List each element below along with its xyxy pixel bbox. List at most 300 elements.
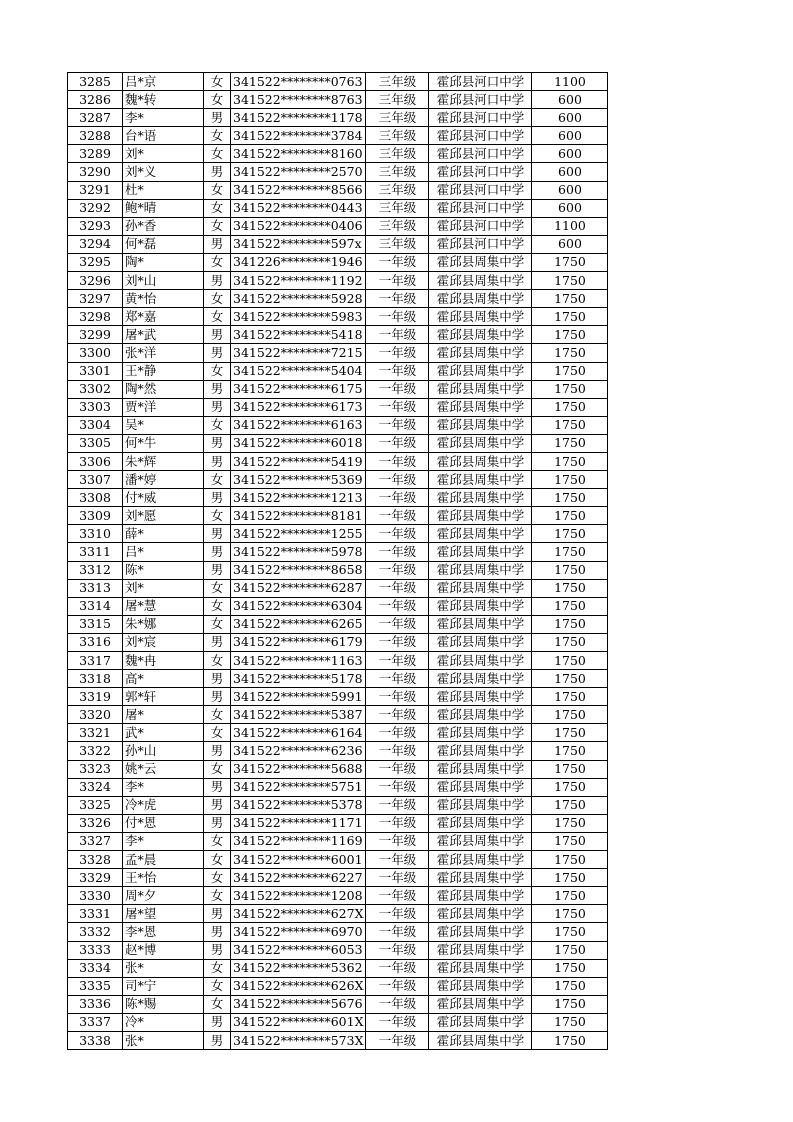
table-row: [68, 905, 608, 923]
student-name-cell: 张*: [123, 959, 204, 977]
gender-cell: 女: [204, 217, 231, 235]
school-cell: 霍邱县河口中学: [429, 163, 532, 181]
row-number-cell: 3285: [68, 73, 123, 91]
gender-cell: 男: [204, 1031, 231, 1049]
gender-cell: 女: [204, 724, 231, 742]
row-number-cell: 3325: [68, 796, 123, 814]
table-row: [68, 832, 608, 850]
row-number-cell: 3333: [68, 941, 123, 959]
school-cell: 霍邱县周集中学: [429, 869, 532, 887]
grade-cell: 一年级: [366, 615, 429, 633]
student-name-cell: 屠*武: [123, 326, 204, 344]
row-number-cell: 3337: [68, 1013, 123, 1031]
row-number-cell: 3294: [68, 235, 123, 253]
id-number-cell: 341522********6287: [231, 579, 366, 597]
table-row: [68, 471, 608, 489]
school-cell: 霍邱县周集中学: [429, 326, 532, 344]
id-number-cell: 341522********6018: [231, 434, 366, 452]
school-cell: 霍邱县周集中学: [429, 489, 532, 507]
amount-cell: 1750: [532, 380, 608, 398]
gender-cell: 女: [204, 959, 231, 977]
table-row: [68, 308, 608, 326]
id-number-cell: 341522********5378: [231, 796, 366, 814]
school-cell: 霍邱县周集中学: [429, 380, 532, 398]
table-row: [68, 742, 608, 760]
gender-cell: 男: [204, 543, 231, 561]
table-row: [68, 344, 608, 362]
grade-cell: 三年级: [366, 109, 429, 127]
school-cell: 霍邱县周集中学: [429, 670, 532, 688]
gender-cell: 女: [204, 91, 231, 109]
table-row: [68, 489, 608, 507]
id-number-cell: 341522********5983: [231, 308, 366, 326]
grade-cell: 一年级: [366, 398, 429, 416]
amount-cell: 1750: [532, 362, 608, 380]
row-number-cell: 3321: [68, 724, 123, 742]
amount-cell: 1750: [532, 995, 608, 1013]
id-number-cell: 341522********626X: [231, 977, 366, 995]
table-row: [68, 290, 608, 308]
table-row: [68, 525, 608, 543]
id-number-cell: 341522********0406: [231, 217, 366, 235]
student-name-cell: 孙*香: [123, 217, 204, 235]
student-name-cell: 高*: [123, 670, 204, 688]
id-number-cell: 341522********1213: [231, 489, 366, 507]
grade-cell: 一年级: [366, 597, 429, 615]
gender-cell: 男: [204, 272, 231, 290]
grade-cell: 一年级: [366, 344, 429, 362]
row-number-cell: 3306: [68, 452, 123, 470]
table-row: [68, 923, 608, 941]
student-name-cell: 王*静: [123, 362, 204, 380]
row-number-cell: 3303: [68, 398, 123, 416]
gender-cell: 女: [204, 706, 231, 724]
amount-cell: 600: [532, 163, 608, 181]
gender-cell: 男: [204, 235, 231, 253]
gender-cell: 男: [204, 452, 231, 470]
student-name-cell: 李*恩: [123, 923, 204, 941]
id-number-cell: 341522********5404: [231, 362, 366, 380]
gender-cell: 女: [204, 73, 231, 91]
amount-cell: 600: [532, 109, 608, 127]
row-number-cell: 3293: [68, 217, 123, 235]
grade-cell: 一年级: [366, 869, 429, 887]
grade-cell: 一年级: [366, 851, 429, 869]
table-row: [68, 163, 608, 181]
student-name-cell: 屠*望: [123, 905, 204, 923]
table-row: [68, 507, 608, 525]
school-cell: 霍邱县周集中学: [429, 923, 532, 941]
id-number-cell: 341522********5419: [231, 452, 366, 470]
gender-cell: 女: [204, 760, 231, 778]
grade-cell: 一年级: [366, 941, 429, 959]
grade-cell: 一年级: [366, 724, 429, 742]
gender-cell: 女: [204, 615, 231, 633]
amount-cell: 1750: [532, 670, 608, 688]
school-cell: 霍邱县周集中学: [429, 724, 532, 742]
grade-cell: 一年级: [366, 489, 429, 507]
amount-cell: 1750: [532, 507, 608, 525]
gender-cell: 女: [204, 507, 231, 525]
id-number-cell: 341522********5418: [231, 326, 366, 344]
row-number-cell: 3315: [68, 615, 123, 633]
gender-cell: 男: [204, 398, 231, 416]
student-name-cell: 潘*婷: [123, 471, 204, 489]
amount-cell: 600: [532, 199, 608, 217]
gender-cell: 女: [204, 995, 231, 1013]
student-name-cell: 冷*: [123, 1013, 204, 1031]
grade-cell: 一年级: [366, 923, 429, 941]
grade-cell: 一年级: [366, 652, 429, 670]
table-row: [68, 1031, 608, 1049]
student-name-cell: 杜*: [123, 181, 204, 199]
school-cell: 霍邱县周集中学: [429, 452, 532, 470]
row-number-cell: 3330: [68, 887, 123, 905]
amount-cell: 1750: [532, 633, 608, 651]
row-number-cell: 3310: [68, 525, 123, 543]
id-number-cell: 341522********6164: [231, 724, 366, 742]
gender-cell: 男: [204, 1013, 231, 1031]
school-cell: 霍邱县周集中学: [429, 742, 532, 760]
school-cell: 霍邱县周集中学: [429, 959, 532, 977]
grade-cell: 一年级: [366, 543, 429, 561]
amount-cell: 1750: [532, 308, 608, 326]
grade-cell: 一年级: [366, 796, 429, 814]
student-name-cell: 孟*晨: [123, 851, 204, 869]
id-number-cell: 341522********5688: [231, 760, 366, 778]
amount-cell: 1750: [532, 543, 608, 561]
gender-cell: 男: [204, 326, 231, 344]
table-row: [68, 959, 608, 977]
grade-cell: 三年级: [366, 127, 429, 145]
row-number-cell: 3328: [68, 851, 123, 869]
grade-cell: 一年级: [366, 905, 429, 923]
gender-cell: 男: [204, 796, 231, 814]
gender-cell: 男: [204, 344, 231, 362]
gender-cell: 女: [204, 652, 231, 670]
grade-cell: 一年级: [366, 272, 429, 290]
amount-cell: 1750: [532, 923, 608, 941]
school-cell: 霍邱县河口中学: [429, 181, 532, 199]
row-number-cell: 3327: [68, 832, 123, 850]
table-row: [68, 977, 608, 995]
school-cell: 霍邱县周集中学: [429, 941, 532, 959]
school-cell: 霍邱县周集中学: [429, 434, 532, 452]
gender-cell: 女: [204, 199, 231, 217]
school-cell: 霍邱县周集中学: [429, 905, 532, 923]
grade-cell: 一年级: [366, 959, 429, 977]
grade-cell: 一年级: [366, 253, 429, 271]
table-row: [68, 362, 608, 380]
table-row: [68, 91, 608, 109]
student-name-cell: 王*怡: [123, 869, 204, 887]
student-name-cell: 张*: [123, 1031, 204, 1049]
student-name-cell: 付*恩: [123, 814, 204, 832]
table-row: [68, 127, 608, 145]
gender-cell: 男: [204, 941, 231, 959]
id-number-cell: 341522********6053: [231, 941, 366, 959]
amount-cell: 1750: [532, 471, 608, 489]
gender-cell: 女: [204, 579, 231, 597]
row-number-cell: 3318: [68, 670, 123, 688]
grade-cell: 一年级: [366, 778, 429, 796]
table-row: [68, 652, 608, 670]
table-row: [68, 760, 608, 778]
gender-cell: 男: [204, 380, 231, 398]
school-cell: 霍邱县周集中学: [429, 344, 532, 362]
table-row: [68, 543, 608, 561]
grade-cell: 一年级: [366, 977, 429, 995]
school-cell: 霍邱县周集中学: [429, 706, 532, 724]
table-row: [68, 73, 608, 91]
id-number-cell: 341522********6179: [231, 633, 366, 651]
gender-cell: 女: [204, 253, 231, 271]
id-number-cell: 341522********5751: [231, 778, 366, 796]
row-number-cell: 3305: [68, 434, 123, 452]
id-number-cell: 341522********627X: [231, 905, 366, 923]
amount-cell: 1750: [532, 688, 608, 706]
school-cell: 霍邱县河口中学: [429, 91, 532, 109]
student-name-cell: 台*语: [123, 127, 204, 145]
row-number-cell: 3308: [68, 489, 123, 507]
grade-cell: 一年级: [366, 416, 429, 434]
grade-cell: 三年级: [366, 235, 429, 253]
id-number-cell: 341522********6227: [231, 869, 366, 887]
table-row: [68, 434, 608, 452]
table-row: [68, 615, 608, 633]
school-cell: 霍邱县周集中学: [429, 760, 532, 778]
row-number-cell: 3334: [68, 959, 123, 977]
school-cell: 霍邱县周集中学: [429, 362, 532, 380]
row-number-cell: 3317: [68, 652, 123, 670]
school-cell: 霍邱县周集中学: [429, 796, 532, 814]
school-cell: 霍邱县周集中学: [429, 543, 532, 561]
gender-cell: 男: [204, 814, 231, 832]
gender-cell: 男: [204, 109, 231, 127]
table-row: [68, 109, 608, 127]
row-number-cell: 3298: [68, 308, 123, 326]
id-number-cell: 341522********3784: [231, 127, 366, 145]
table-body: [68, 73, 608, 1050]
student-name-cell: 李*: [123, 109, 204, 127]
id-number-cell: 341522********1163: [231, 652, 366, 670]
amount-cell: 1750: [532, 525, 608, 543]
id-number-cell: 341522********1255: [231, 525, 366, 543]
student-name-cell: 朱*辉: [123, 452, 204, 470]
student-name-cell: 黄*怡: [123, 290, 204, 308]
table-row: [68, 887, 608, 905]
id-number-cell: 341522********573X: [231, 1031, 366, 1049]
amount-cell: 1750: [532, 724, 608, 742]
gender-cell: 女: [204, 851, 231, 869]
school-cell: 霍邱县河口中学: [429, 127, 532, 145]
grade-cell: 三年级: [366, 163, 429, 181]
row-number-cell: 3299: [68, 326, 123, 344]
id-number-cell: 341522********5387: [231, 706, 366, 724]
amount-cell: 1750: [532, 398, 608, 416]
school-cell: 霍邱县周集中学: [429, 887, 532, 905]
amount-cell: 1750: [532, 1031, 608, 1049]
grade-cell: 一年级: [366, 742, 429, 760]
student-name-cell: 姚*云: [123, 760, 204, 778]
amount-cell: 1750: [532, 851, 608, 869]
row-number-cell: 3313: [68, 579, 123, 597]
student-name-cell: 吴*: [123, 416, 204, 434]
amount-cell: 600: [532, 181, 608, 199]
id-number-cell: 341522********8160: [231, 145, 366, 163]
grade-cell: 一年级: [366, 633, 429, 651]
id-number-cell: 341522********5178: [231, 670, 366, 688]
grade-cell: 一年级: [366, 1031, 429, 1049]
school-cell: 霍邱县周集中学: [429, 652, 532, 670]
id-number-cell: 341522********597x: [231, 235, 366, 253]
student-name-cell: 赵*博: [123, 941, 204, 959]
student-name-cell: 武*: [123, 724, 204, 742]
amount-cell: 1750: [532, 489, 608, 507]
amount-cell: 1750: [532, 814, 608, 832]
table-row: [68, 452, 608, 470]
row-number-cell: 3291: [68, 181, 123, 199]
id-number-cell: 341522********5362: [231, 959, 366, 977]
amount-cell: 1750: [532, 272, 608, 290]
id-number-cell: 341522********6265: [231, 615, 366, 633]
student-name-cell: 陈*赐: [123, 995, 204, 1013]
school-cell: 霍邱县周集中学: [429, 615, 532, 633]
grade-cell: 一年级: [366, 832, 429, 850]
gender-cell: 女: [204, 362, 231, 380]
amount-cell: 1750: [532, 561, 608, 579]
amount-cell: 1750: [532, 253, 608, 271]
grade-cell: 一年级: [366, 706, 429, 724]
row-number-cell: 3338: [68, 1031, 123, 1049]
student-name-cell: 屠*慧: [123, 597, 204, 615]
student-name-cell: 张*洋: [123, 344, 204, 362]
student-name-cell: 李*: [123, 832, 204, 850]
gender-cell: 男: [204, 525, 231, 543]
table-row: [68, 869, 608, 887]
row-number-cell: 3314: [68, 597, 123, 615]
gender-cell: 男: [204, 742, 231, 760]
grade-cell: 一年级: [366, 380, 429, 398]
student-name-cell: 朱*娜: [123, 615, 204, 633]
school-cell: 霍邱县周集中学: [429, 633, 532, 651]
gender-cell: 男: [204, 561, 231, 579]
table-row: [68, 561, 608, 579]
student-name-cell: 郭*轩: [123, 688, 204, 706]
id-number-cell: 341522********5676: [231, 995, 366, 1013]
amount-cell: 600: [532, 91, 608, 109]
row-number-cell: 3307: [68, 471, 123, 489]
gender-cell: 男: [204, 905, 231, 923]
amount-cell: 1750: [532, 796, 608, 814]
id-number-cell: 341522********0443: [231, 199, 366, 217]
student-name-cell: 孙*山: [123, 742, 204, 760]
gender-cell: 男: [204, 434, 231, 452]
row-number-cell: 3319: [68, 688, 123, 706]
id-number-cell: 341522********1208: [231, 887, 366, 905]
table-row: [68, 1013, 608, 1031]
id-number-cell: 341522********0763: [231, 73, 366, 91]
amount-cell: 1750: [532, 290, 608, 308]
gender-cell: 女: [204, 887, 231, 905]
id-number-cell: 341522********1178: [231, 109, 366, 127]
table-row: [68, 941, 608, 959]
grade-cell: 三年级: [366, 199, 429, 217]
school-cell: 霍邱县周集中学: [429, 778, 532, 796]
row-number-cell: 3297: [68, 290, 123, 308]
student-name-cell: 魏*转: [123, 91, 204, 109]
id-number-cell: 341226********1946: [231, 253, 366, 271]
grade-cell: 一年级: [366, 760, 429, 778]
gender-cell: 女: [204, 308, 231, 326]
grade-cell: 一年级: [366, 688, 429, 706]
school-cell: 霍邱县河口中学: [429, 217, 532, 235]
student-name-cell: 鲍*晴: [123, 199, 204, 217]
table-row: [68, 670, 608, 688]
row-number-cell: 3309: [68, 507, 123, 525]
id-number-cell: 341522********2570: [231, 163, 366, 181]
school-cell: 霍邱县周集中学: [429, 290, 532, 308]
school-cell: 霍邱县河口中学: [429, 199, 532, 217]
student-name-cell: 刘*山: [123, 272, 204, 290]
student-name-cell: 贾*洋: [123, 398, 204, 416]
id-number-cell: 341522********5978: [231, 543, 366, 561]
amount-cell: 600: [532, 127, 608, 145]
school-cell: 霍邱县周集中学: [429, 1013, 532, 1031]
school-cell: 霍邱县周集中学: [429, 398, 532, 416]
row-number-cell: 3324: [68, 778, 123, 796]
student-name-cell: 陶*然: [123, 380, 204, 398]
id-number-cell: 341522********5369: [231, 471, 366, 489]
row-number-cell: 3331: [68, 905, 123, 923]
amount-cell: 1750: [532, 452, 608, 470]
row-number-cell: 3332: [68, 923, 123, 941]
school-cell: 霍邱县河口中学: [429, 109, 532, 127]
school-cell: 霍邱县周集中学: [429, 561, 532, 579]
grade-cell: 一年级: [366, 507, 429, 525]
table-row: [68, 380, 608, 398]
row-number-cell: 3295: [68, 253, 123, 271]
row-number-cell: 3300: [68, 344, 123, 362]
table-row: [68, 706, 608, 724]
grade-cell: 一年级: [366, 670, 429, 688]
gender-cell: 男: [204, 489, 231, 507]
row-number-cell: 3323: [68, 760, 123, 778]
school-cell: 霍邱县河口中学: [429, 145, 532, 163]
grade-cell: 一年级: [366, 995, 429, 1013]
student-name-cell: 司*宁: [123, 977, 204, 995]
school-cell: 霍邱县周集中学: [429, 507, 532, 525]
grade-cell: 一年级: [366, 525, 429, 543]
student-name-cell: 郑*嘉: [123, 308, 204, 326]
id-number-cell: 341522********6304: [231, 597, 366, 615]
student-name-cell: 刘*宸: [123, 633, 204, 651]
school-cell: 霍邱县周集中学: [429, 579, 532, 597]
student-name-cell: 陶*: [123, 253, 204, 271]
school-cell: 霍邱县河口中学: [429, 235, 532, 253]
amount-cell: 1750: [532, 615, 608, 633]
id-number-cell: 341522********601X: [231, 1013, 366, 1031]
school-cell: 霍邱县周集中学: [429, 471, 532, 489]
grade-cell: 一年级: [366, 290, 429, 308]
table-row: [68, 253, 608, 271]
amount-cell: 1750: [532, 959, 608, 977]
school-cell: 霍邱县周集中学: [429, 995, 532, 1013]
school-cell: 霍邱县周集中学: [429, 525, 532, 543]
amount-cell: 1750: [532, 416, 608, 434]
student-subsidy-table: [67, 72, 608, 1050]
row-number-cell: 3296: [68, 272, 123, 290]
